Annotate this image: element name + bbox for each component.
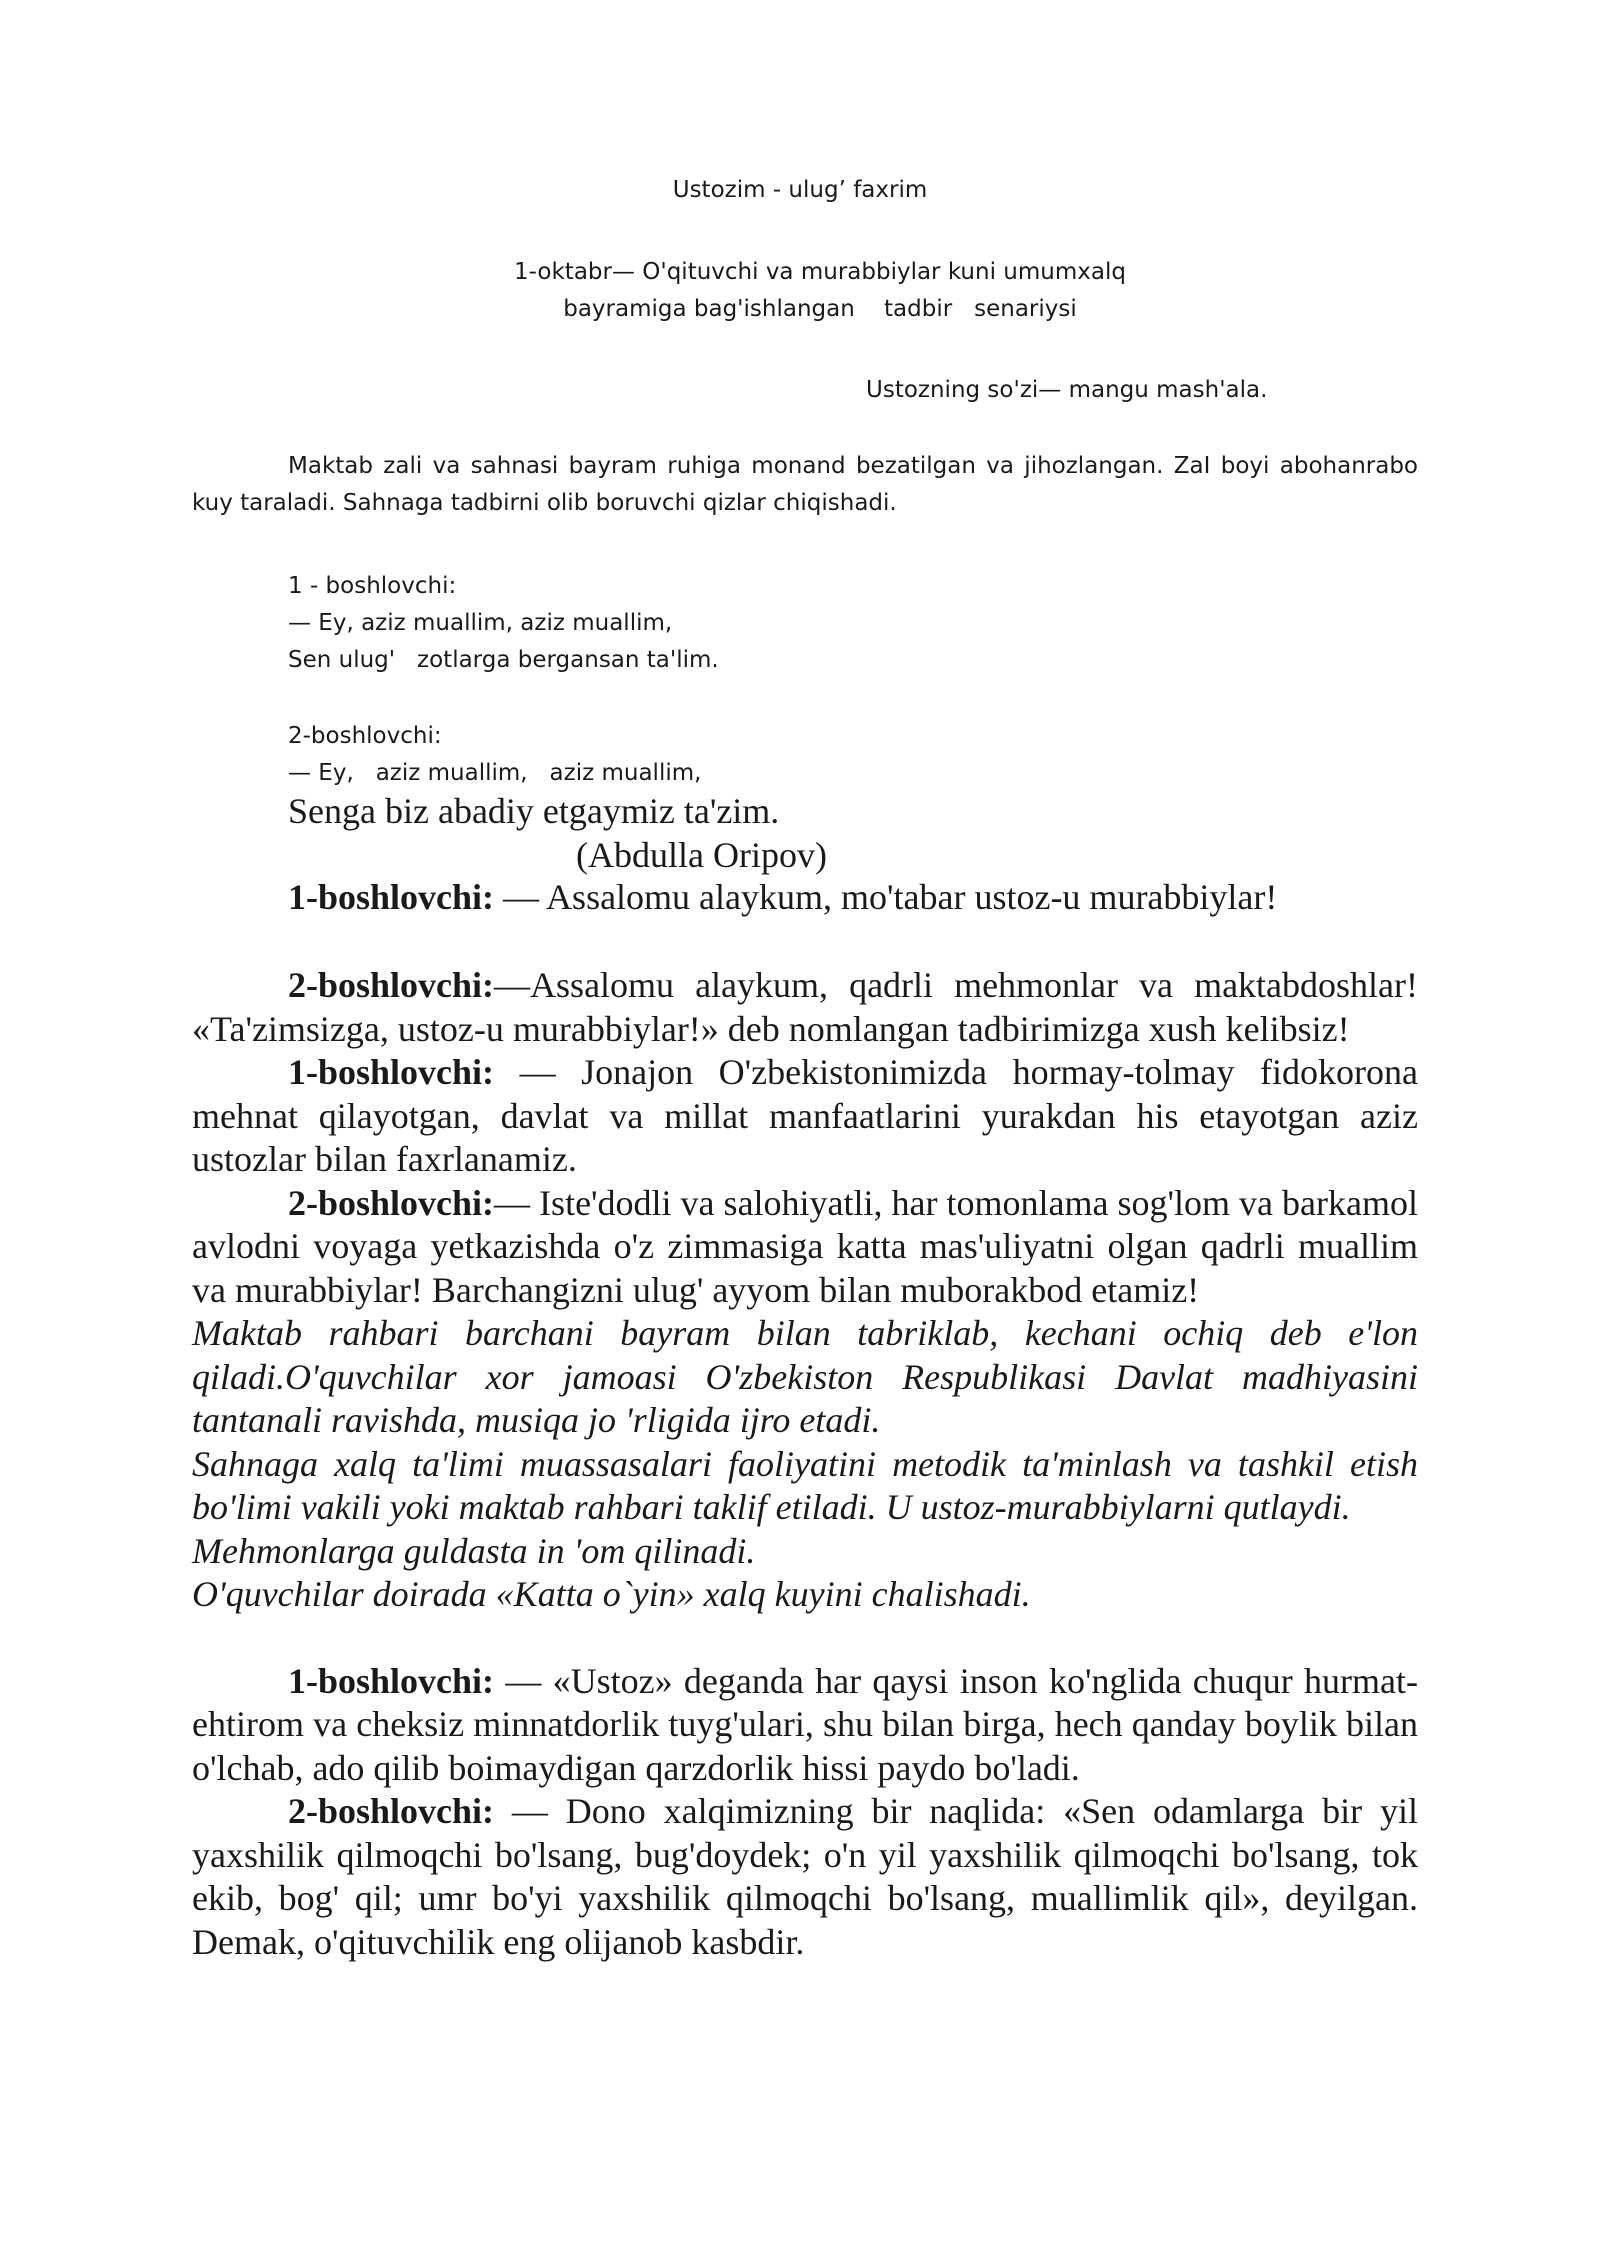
speaker-label: 2-boshlovchi: (288, 1182, 495, 1223)
stage-direction: Mehmonlarga guldasta in 'om qilinadi. (192, 1530, 756, 1571)
speech-text: — Assalomu alaykum, mo'tabar ustoz-u murabbiylar! (494, 877, 1278, 917)
speech-text: — «Ustoz» deganda har qaysi inson ko'nglida chuqur hurmat-ehtirom va cheksiz minnatdorlik tuyg'ulari, shu bilan birga, hech qanday boylik bilan o'lchab, ado qilib boimaydigan qarzdorlik hissi paydo bo'ladi. (192, 1660, 1418, 1788)
script-body (192, 964, 1418, 1964)
speech-text: —Assalomu alaykum, qadrli mehmonlar va maktabdoshlar! «Ta'zimsizga, ustoz-u murabbiylar!» deb nomlangan tadbirimizga xush kelibsiz! (192, 965, 1418, 1049)
speaker-label: 1-boshlovchi: (288, 877, 495, 917)
stage-direction: Maktab rahbari barchani bayram bilan tabriklab, kechani ochiq deb e'lon qiladi.O'quvchilar xor jamoasi O'zbekiston Respublikasi Davlat madhiyasini tantanali ravishda, musiqa jo 'rligida ijro etadi. (192, 1313, 1418, 1440)
paragraph (192, 1182, 1418, 1313)
poem-line-large: Senga biz abadiy etgaymiz ta'zim. (288, 791, 780, 831)
stage-direction: Sahnaga xalq ta'limi muassasalari faoliyatini metodik ta'minlash va tashkil etish bo'limi vakili yoki maktab rahbari taklif etiladi. U ustoz-murabbiylarni qutlaydi. (192, 1443, 1418, 1527)
paragraph (192, 1660, 1418, 1791)
stage-direction: O'quvchilar doirada «Katta o`yin» xalq kuyini chalishadi. (192, 1574, 1031, 1614)
speaker-label: 2-boshlovchi: (288, 965, 495, 1005)
speech-text: — Dono xalqimizning bir naqlida: «Sen odamlarga bir yil yaxshilik qilmoqchi bo'lsang, bug'doydek; o'n yil yaxshilik qilmoqchi bo'lsang, tok ekib, bog' qil; umr bo'yi yaxshilik qilmoqchi bo'lsang, muallimlik qil», deyilgan. Demak, o'qituvchilik eng olijanob kasbdir. (192, 1791, 1418, 1962)
poem-line: — Ey, aziz muallim, aziz muallim, (288, 610, 673, 636)
poem-line: Sen ulug' zotlarga bergansan ta'lim. (288, 647, 719, 673)
speaker-label: 2-boshlovchi: (288, 723, 442, 749)
poem-author: (Abdulla Oripov) (576, 835, 827, 875)
speaker-label: 2-boshlovchi: (288, 1791, 495, 1831)
speaker-label: 1-boshlovchi: (288, 1052, 495, 1092)
paragraph (192, 964, 1418, 1051)
intro-paragraph (192, 448, 1418, 522)
speech-text: — Iste'dodli va salohiyatli, har tomonlama sog'lom va barkamol avlodni voyaga yetkazishda o'z zimmasiga katta mas'uliyatni olgan qadrli muallim va murabbiylar! Barchangizni ulug' ayyom bilan muborakbod etamiz! (192, 1182, 1418, 1310)
poem-block-2 (288, 718, 701, 792)
paragraph-gap (192, 1617, 1418, 1660)
speech-text: — Jonajon O'zbekistonimizda hormay-tolmay fidokorona mehnat qilayotgan, davlat va millat manfaatlarini yurakdan his etayotgan aziz ustozlar bilan faxrlanamiz. (192, 1052, 1418, 1179)
paragraph (192, 1790, 1418, 1964)
document-title: Ustozim - ulug’ faxrim (672, 177, 928, 203)
document-subtitle (0, 254, 1600, 328)
subtitle-line-1: 1-oktabr— O'qituvchi va murabbiylar kuni umumxalq (514, 259, 1126, 285)
intro-text: Maktab zali va sahnasi bayram ruhiga monand bezatilgan va jihozlangan. ZaI boyi abohanrabo kuy taraladi. Sahnaga tadbirni olib boruvchi qizlar chiqishadi. (192, 453, 1418, 516)
poem-block-1 (288, 568, 719, 679)
paragraph (192, 1051, 1418, 1182)
poem-line: — Ey, aziz muallim, aziz muallim, (288, 760, 702, 786)
speaker-label: 1-boshlovchi: (288, 1660, 495, 1701)
greeting-paragraph (288, 876, 1277, 920)
subtitle-line-2: bayramiga bag'ishlangan tadbir senariysi (563, 296, 1077, 322)
epigraph: Ustozning so'zi— mangu mash'ala. (866, 377, 1268, 403)
speaker-label: 1 - boshlovchi: (288, 573, 457, 599)
